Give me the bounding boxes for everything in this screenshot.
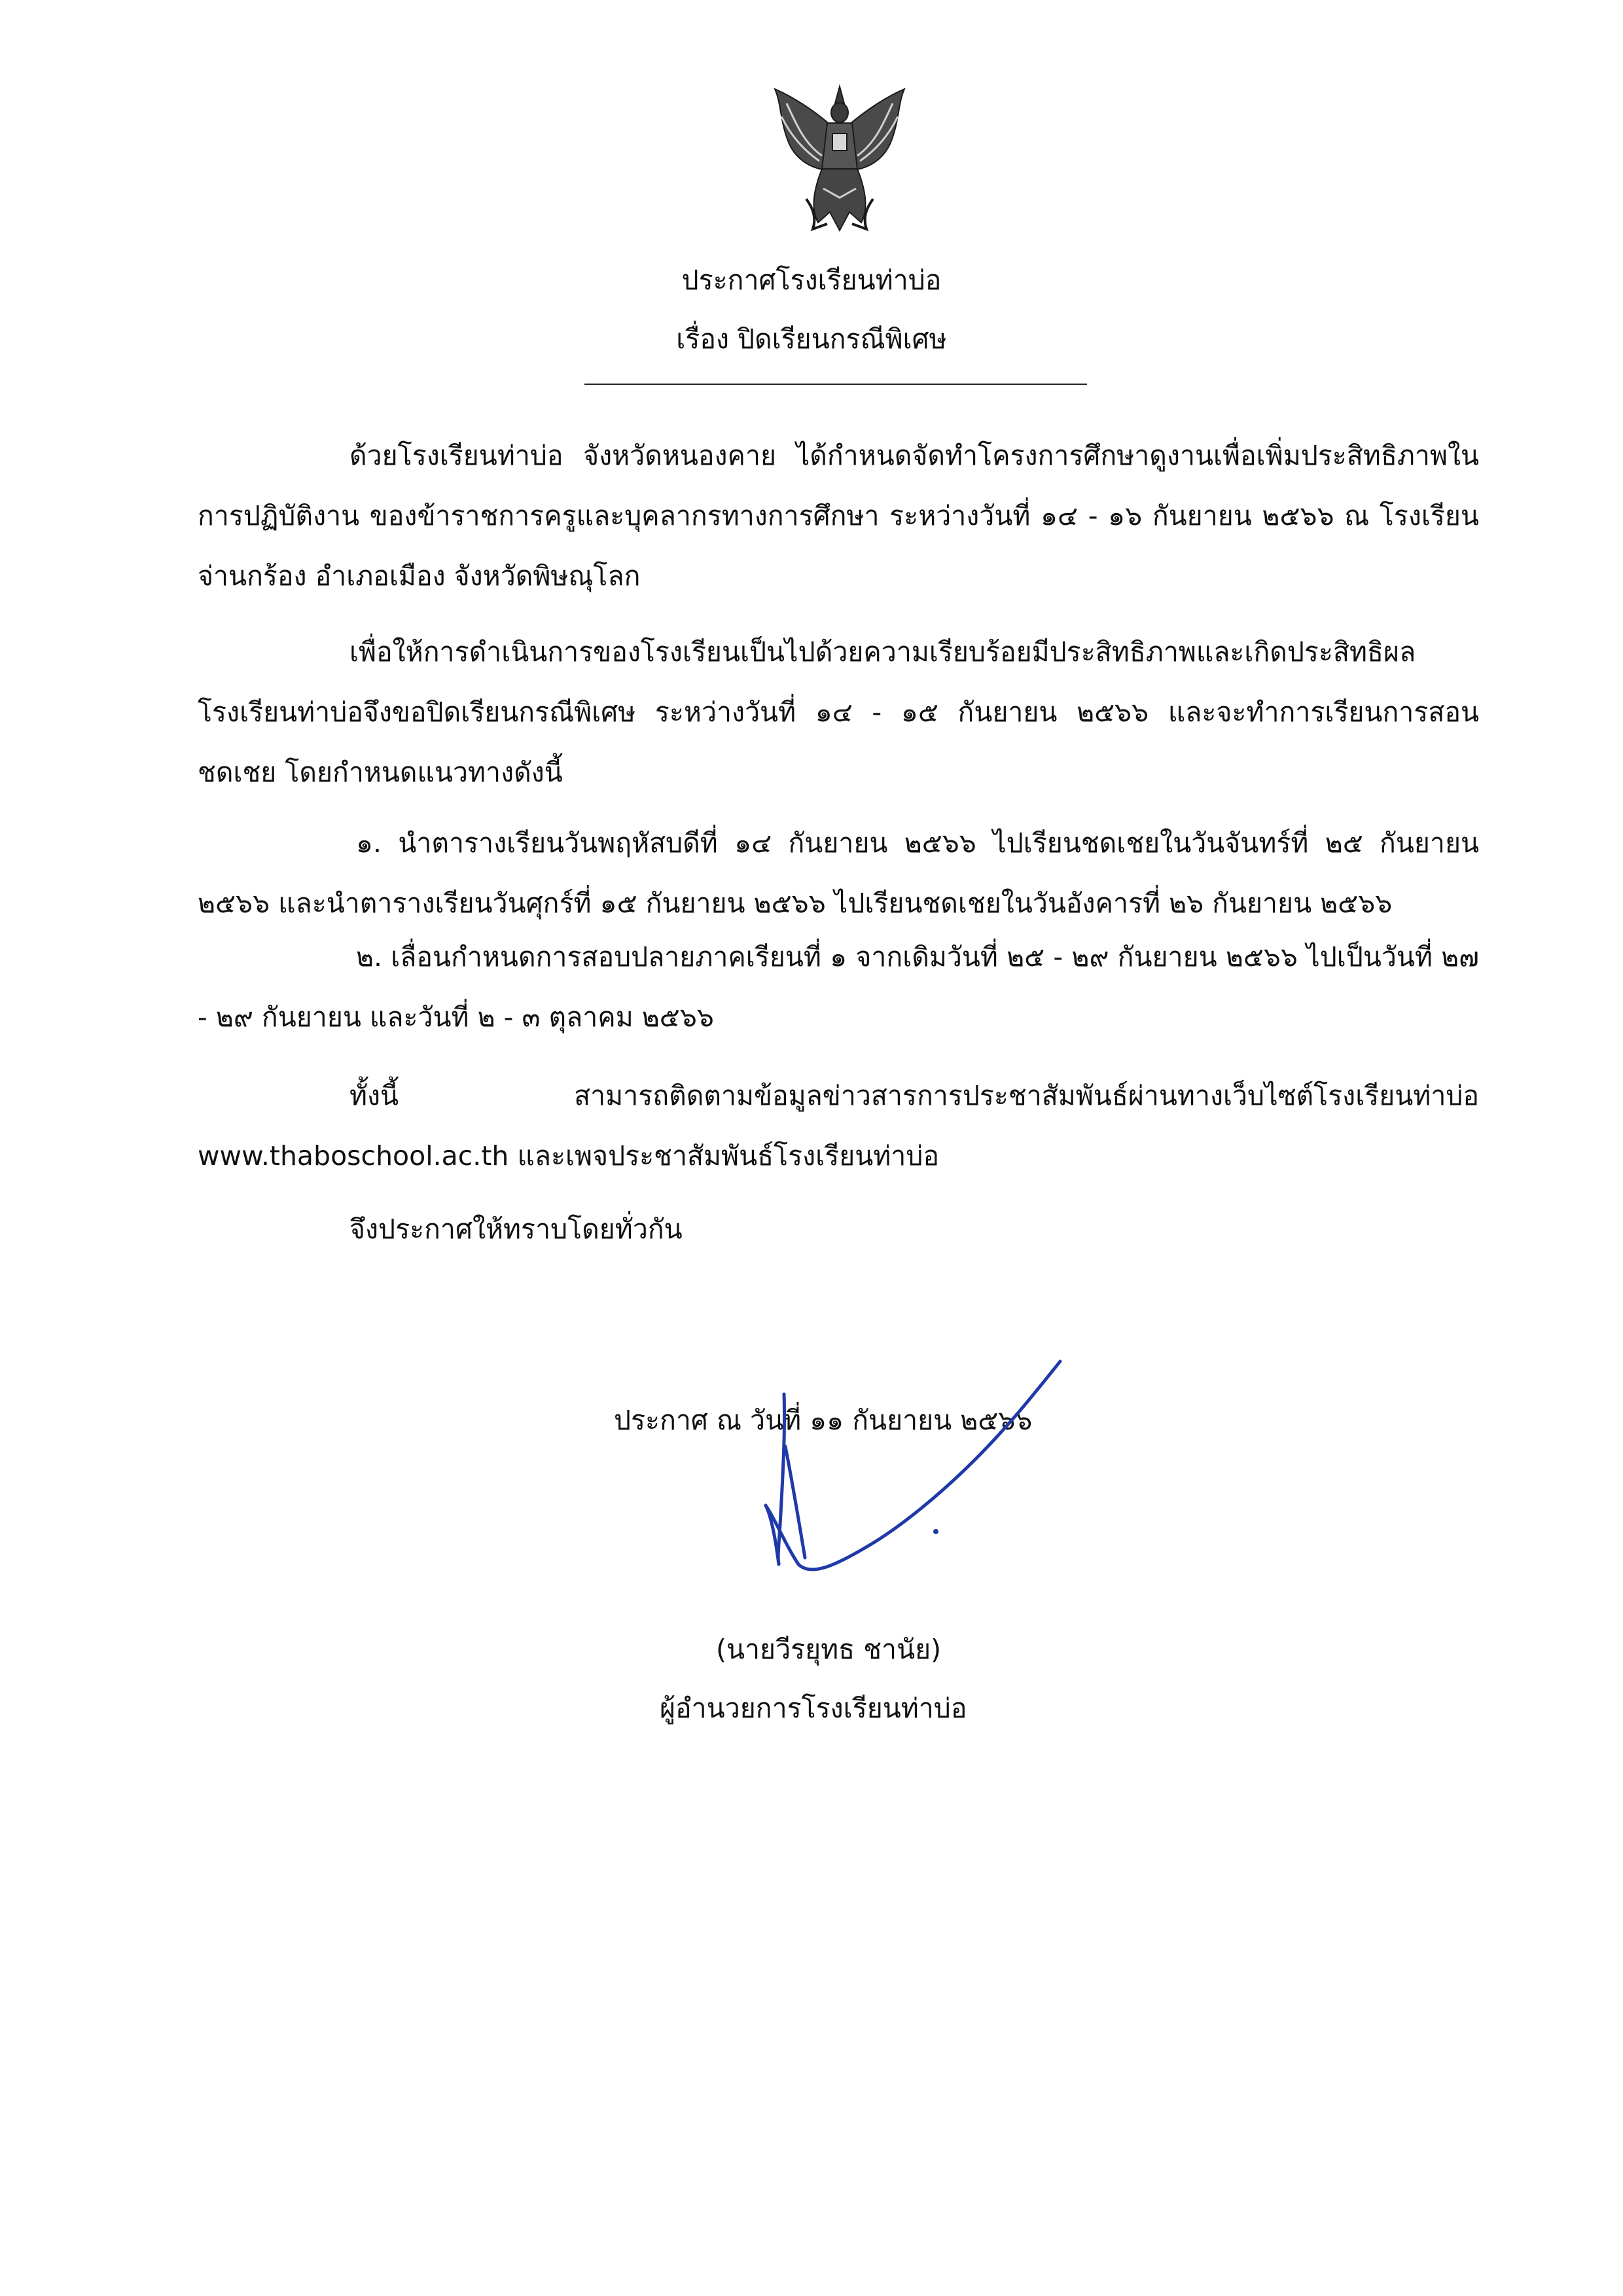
signature-icon <box>746 1348 1086 1623</box>
garuda-emblem-icon <box>767 84 912 238</box>
title-divider <box>584 384 1087 385</box>
followup-text: ทั้งนี้ สามารถติดตามข้อมูลข่าวสารการประชาสัมพันธ์ผ่านทางเว็บไซต์โรงเรียนท่าบ่อ <box>349 1080 1479 1111</box>
announcement-date: ประกาศ ณ วันที่ ๑๑ กันยายน ๒๕๖๖ <box>614 1405 1033 1436</box>
paragraph-closing: จึงประกาศให้ทราบโดยทั่วกัน <box>349 1213 683 1245</box>
document-subject: เรื่อง ปิดเรียนกรณีพิเศษ <box>676 323 947 355</box>
paragraph-followup <box>198 1066 1479 1186</box>
document-title: ประกาศโรงเรียนท่าบ่อ <box>681 264 942 296</box>
paragraph-closure: เพื่อให้การดำเนินการของโรงเรียนเป็นไปด้วยความเรียบร้อยมีประสิทธิภาพและเกิดประสิทธิผล โรงเรียนท่าบ่อจึงขอปิดเรียนกรณีพิเศษ ระหว่างวันที่ ๑๔ - ๑๕ กันยายน ๒๕๖๖ และจะทำการเรียนการสอนชดเชย โดยกำหนดแนวทางดังนี้ <box>198 636 1479 788</box>
signer-name: (นายวีรยุทธ ชานัย) <box>716 1634 942 1665</box>
paragraph-purpose: ด้วยโรงเรียนท่าบ่อ จังหวัดหนองคาย ได้กำหนดจัดทำโครงการศึกษาดูงานเพื่อเพิ่มประสิทธิภาพในการปฏิบัติงาน ของข้าราชการครูและบุคลากรทางการศึกษา ระหว่างวันที่ ๑๔ - ๑๖ กันยายน ๒๕๖๖ ณ โรงเรียนจ่านกร้อง อำเภอเมือง จังหวัดพิษณุโลก <box>198 440 1479 592</box>
followup-tail: และเพจประชาสัมพันธ์โรงเรียนท่าบ่อ <box>508 1140 939 1172</box>
school-website-link[interactable]: www.thaboschool.ac.th <box>198 1140 509 1172</box>
list-item: ๒. เลื่อนกำหนดการสอบปลายภาคเรียนที่ ๑ จากเดิมวันที่ ๒๕ - ๒๙ กันยายน ๒๕๖๖ ไปเป็นวันที่ ๒๗ - ๒๙ กันยายน และวันที่ ๒ - ๓ ตุลาคม ๒๕๖๖ <box>198 941 1479 1033</box>
list-item: ๑. นำตารางเรียนวันพฤหัสบดีที่ ๑๔ กันยายน ๒๕๖๖ ไปเรียนชดเชยในวันจันทร์ที่ ๒๕ กันยายน ๒๕๖๖ และนำตารางเรียนวันศุกร์ที่ ๑๕ กันยายน ๒๕๖๖ ไปเรียนชดเชยในวันอังคารที่ ๒๖ กันยายน ๒๕๖๖ <box>198 827 1479 919</box>
signer-position: ผู้อำนวยการโรงเรียนท่าบ่อ <box>660 1693 967 1724</box>
